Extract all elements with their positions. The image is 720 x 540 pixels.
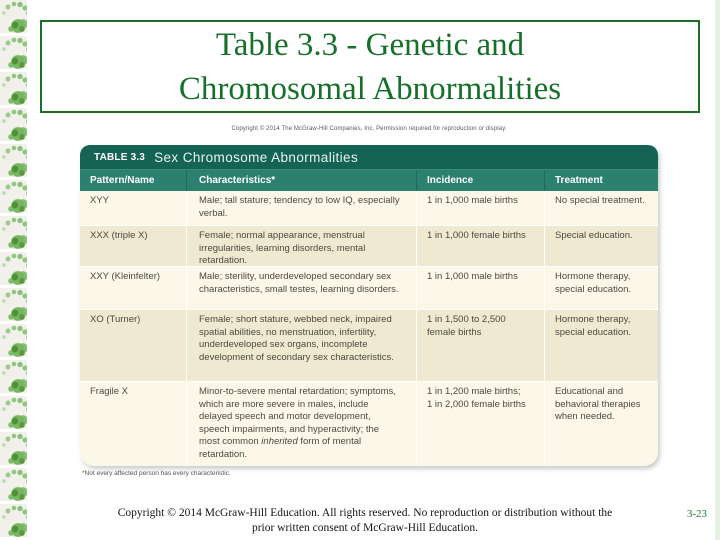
right-edge-strip: [715, 0, 720, 540]
characteristics-text: form of mental retardation.: [199, 436, 362, 460]
table-label: TABLE 3.3: [94, 151, 146, 163]
slide-title-line1: Table 3.3 - Genetic and: [215, 26, 525, 63]
row-xxy-kleinfelter: [80, 266, 658, 309]
cell-characteristics: Female; normal appearance, menstrual irregularities, learning disorders, mental retardation.: [186, 226, 416, 271]
table-title: Sex Chromosome Abnormalities: [154, 149, 359, 165]
table-footnote: *Not every affected person has every characteristic.: [82, 470, 231, 477]
slide-page-number: 3-23: [686, 508, 707, 520]
cell-incidence: 1 in 1,000 male births: [416, 267, 544, 309]
cell-incidence: 1 in 1,000 male births: [416, 191, 544, 225]
footprint-pattern-strip: [0, 0, 30, 540]
cell-treatment: Educational and behavioral therapies when needed.: [544, 382, 658, 466]
sex-chromosome-abnormalities-table: [80, 145, 658, 466]
cell-pattern: XYY: [90, 195, 110, 206]
cell-characteristics: Male; tall stature; tendency to low IQ, especially verbal.: [186, 191, 416, 225]
cell-treatment: Special education.: [544, 226, 658, 271]
cell-treatment: No special treatment.: [544, 191, 658, 225]
cell-treatment: Hormone therapy, special education.: [544, 267, 658, 309]
cell-characteristics: Male; sterility, underdeveloped secondary sex characteristics, small testes, learning disorders.: [186, 267, 416, 309]
column-header-pattern: Pattern/Name: [90, 175, 155, 186]
cell-incidence: 1 in 1,500 to 2,500 female births: [416, 310, 544, 381]
row-xyy: [80, 191, 658, 225]
table-header-row: [80, 169, 658, 191]
row-xxx-triple-x: [80, 225, 658, 266]
cell-incidence: 1 in 1,000 female births: [416, 226, 544, 271]
cell-characteristics: Female; short stature, webbed neck, impaired spatial abilities, no menstruation, infertility, underdeveloped sex organs, incomplete development of secondary sex characteristics.: [186, 310, 416, 381]
row-xo-turner: [80, 309, 658, 381]
footer-line2: prior written consent of McGraw-Hill Education.: [251, 522, 479, 534]
cell-incidence: 1 in 1,200 male births; 1 in 2,000 female births: [416, 382, 544, 466]
figure-copyright-notice: Copyright © 2014 The McGraw-Hill Companies, Inc. Permission required for reproduction or display.: [231, 126, 507, 132]
cell-pattern: XO (Turner): [90, 314, 141, 325]
cell-pattern: XXY (Kleinfelter): [90, 271, 161, 282]
characteristics-text: Minor-to-severe mental retardation; symptoms, which are more severe in males, include delayed speech and motor development, speech impairments, and hyperactivity; the most common: [199, 386, 396, 447]
column-header-incidence: Incidence: [416, 170, 544, 191]
table-title-bar: [80, 145, 658, 169]
row-fragile-x: [80, 381, 658, 466]
column-header-treatment: Treatment: [544, 170, 658, 191]
slide-copyright-footer: [50, 506, 680, 536]
cell-treatment: Hormone therapy, special education.: [544, 310, 658, 381]
slide-title-line2: Chromosomal Abnormalities: [178, 70, 562, 107]
cell-pattern: Fragile X: [90, 386, 129, 397]
footer-line1: Copyright © 2014 McGraw-Hill Education. All rights reserved. No reproduction or distribution without the: [117, 507, 613, 519]
cell-characteristics: [186, 382, 416, 466]
slide-title-box: [40, 20, 700, 113]
column-header-characteristics: Characteristics*: [186, 170, 416, 191]
characteristics-italic-text: inherited: [261, 436, 298, 447]
cell-pattern: XXX (triple X): [90, 230, 148, 241]
